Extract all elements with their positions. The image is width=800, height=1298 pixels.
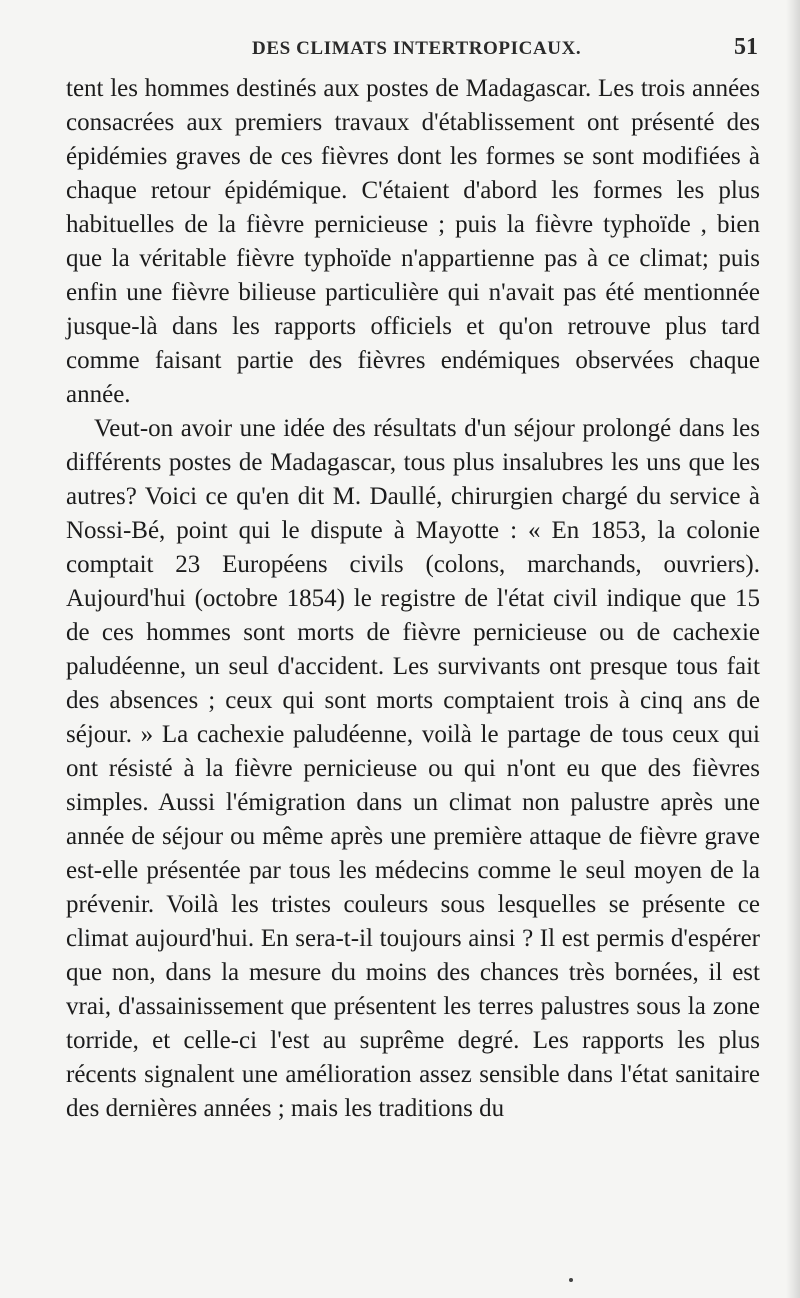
paragraph-2: Veut-on avoir une idée des résultats d'un séjour prolongé dans les différents postes de Madagascar, tous plus insalubres les uns que les autres? Voici ce qu'en dit M. Daullé, chirurgien chargé du service à Nossi-Bé, point qui le dispute à Mayotte : « En 1853, la colonie comptait 23 Européens civils (colons, marchands, ouvriers). Aujourd'hui (octobre 1854) le registre de l'état civil indique que 15 de ces hommes sont morts de fièvre pernicieuse ou de cachexie paludéenne, un seul d'accident. Les survivants ont presque tous fait des absences ; ceux qui sont morts comptaient trois à cinq ans de séjour. » La cachexie paludéenne, voilà le partage de tous ceux qui ont résisté à la fièvre pernicieuse ou qui n'ont eu que des fièvres simples. Aussi l'émigration dans un climat non palustre après une année de séjour ou même après une première attaque de fièvre grave est-elle présentée par tous les médecins comme le seul moyen de la prévenir. Voilà les tristes couleurs sous lesquelles se présente ce climat aujourd'hui. En sera-t-il toujours ainsi ? Il est permis d'espérer que non, dans la mesure du moins des chances très bornées, il est vrai, d'assainissement que présentent les terres palustres sous la zone torride, et celle-ci l'est au suprême degré. Les rapports les plus récents signalent une amélioration assez sensible dans l'état sanitaire des dernières années ; mais les traditions du	[66, 415, 760, 1122]
paragraph-1: tent les hommes destinés aux postes de Madagascar. Les trois années consacrées aux premiers travaux d'établissement ont présenté des épidémies graves de ces fièvres dont les formes se sont modifiées à chaque retour épidémique. C'étaient d'abord les formes les plus habituelles de la fièvre pernicieuse ; puis la fièvre typhoïde , bien que la véritable fièvre typhoïde n'appartienne pas à ce climat; puis enfin une fièvre bilieuse particulière qui n'avait pas été mentionnée jusque-là dans les rapports officiels et qu'on retrouve plus tard comme faisant partie des fièvres endémiques observées chaque année.	[66, 75, 760, 408]
body-text	[66, 72, 760, 1126]
page-header	[66, 34, 758, 68]
page-edge-shadow	[786, 0, 800, 1298]
running-head: DES CLIMATS INTERTROPICAUX.	[252, 38, 582, 59]
page-number: 51	[734, 34, 758, 60]
ink-speck	[569, 1278, 573, 1282]
